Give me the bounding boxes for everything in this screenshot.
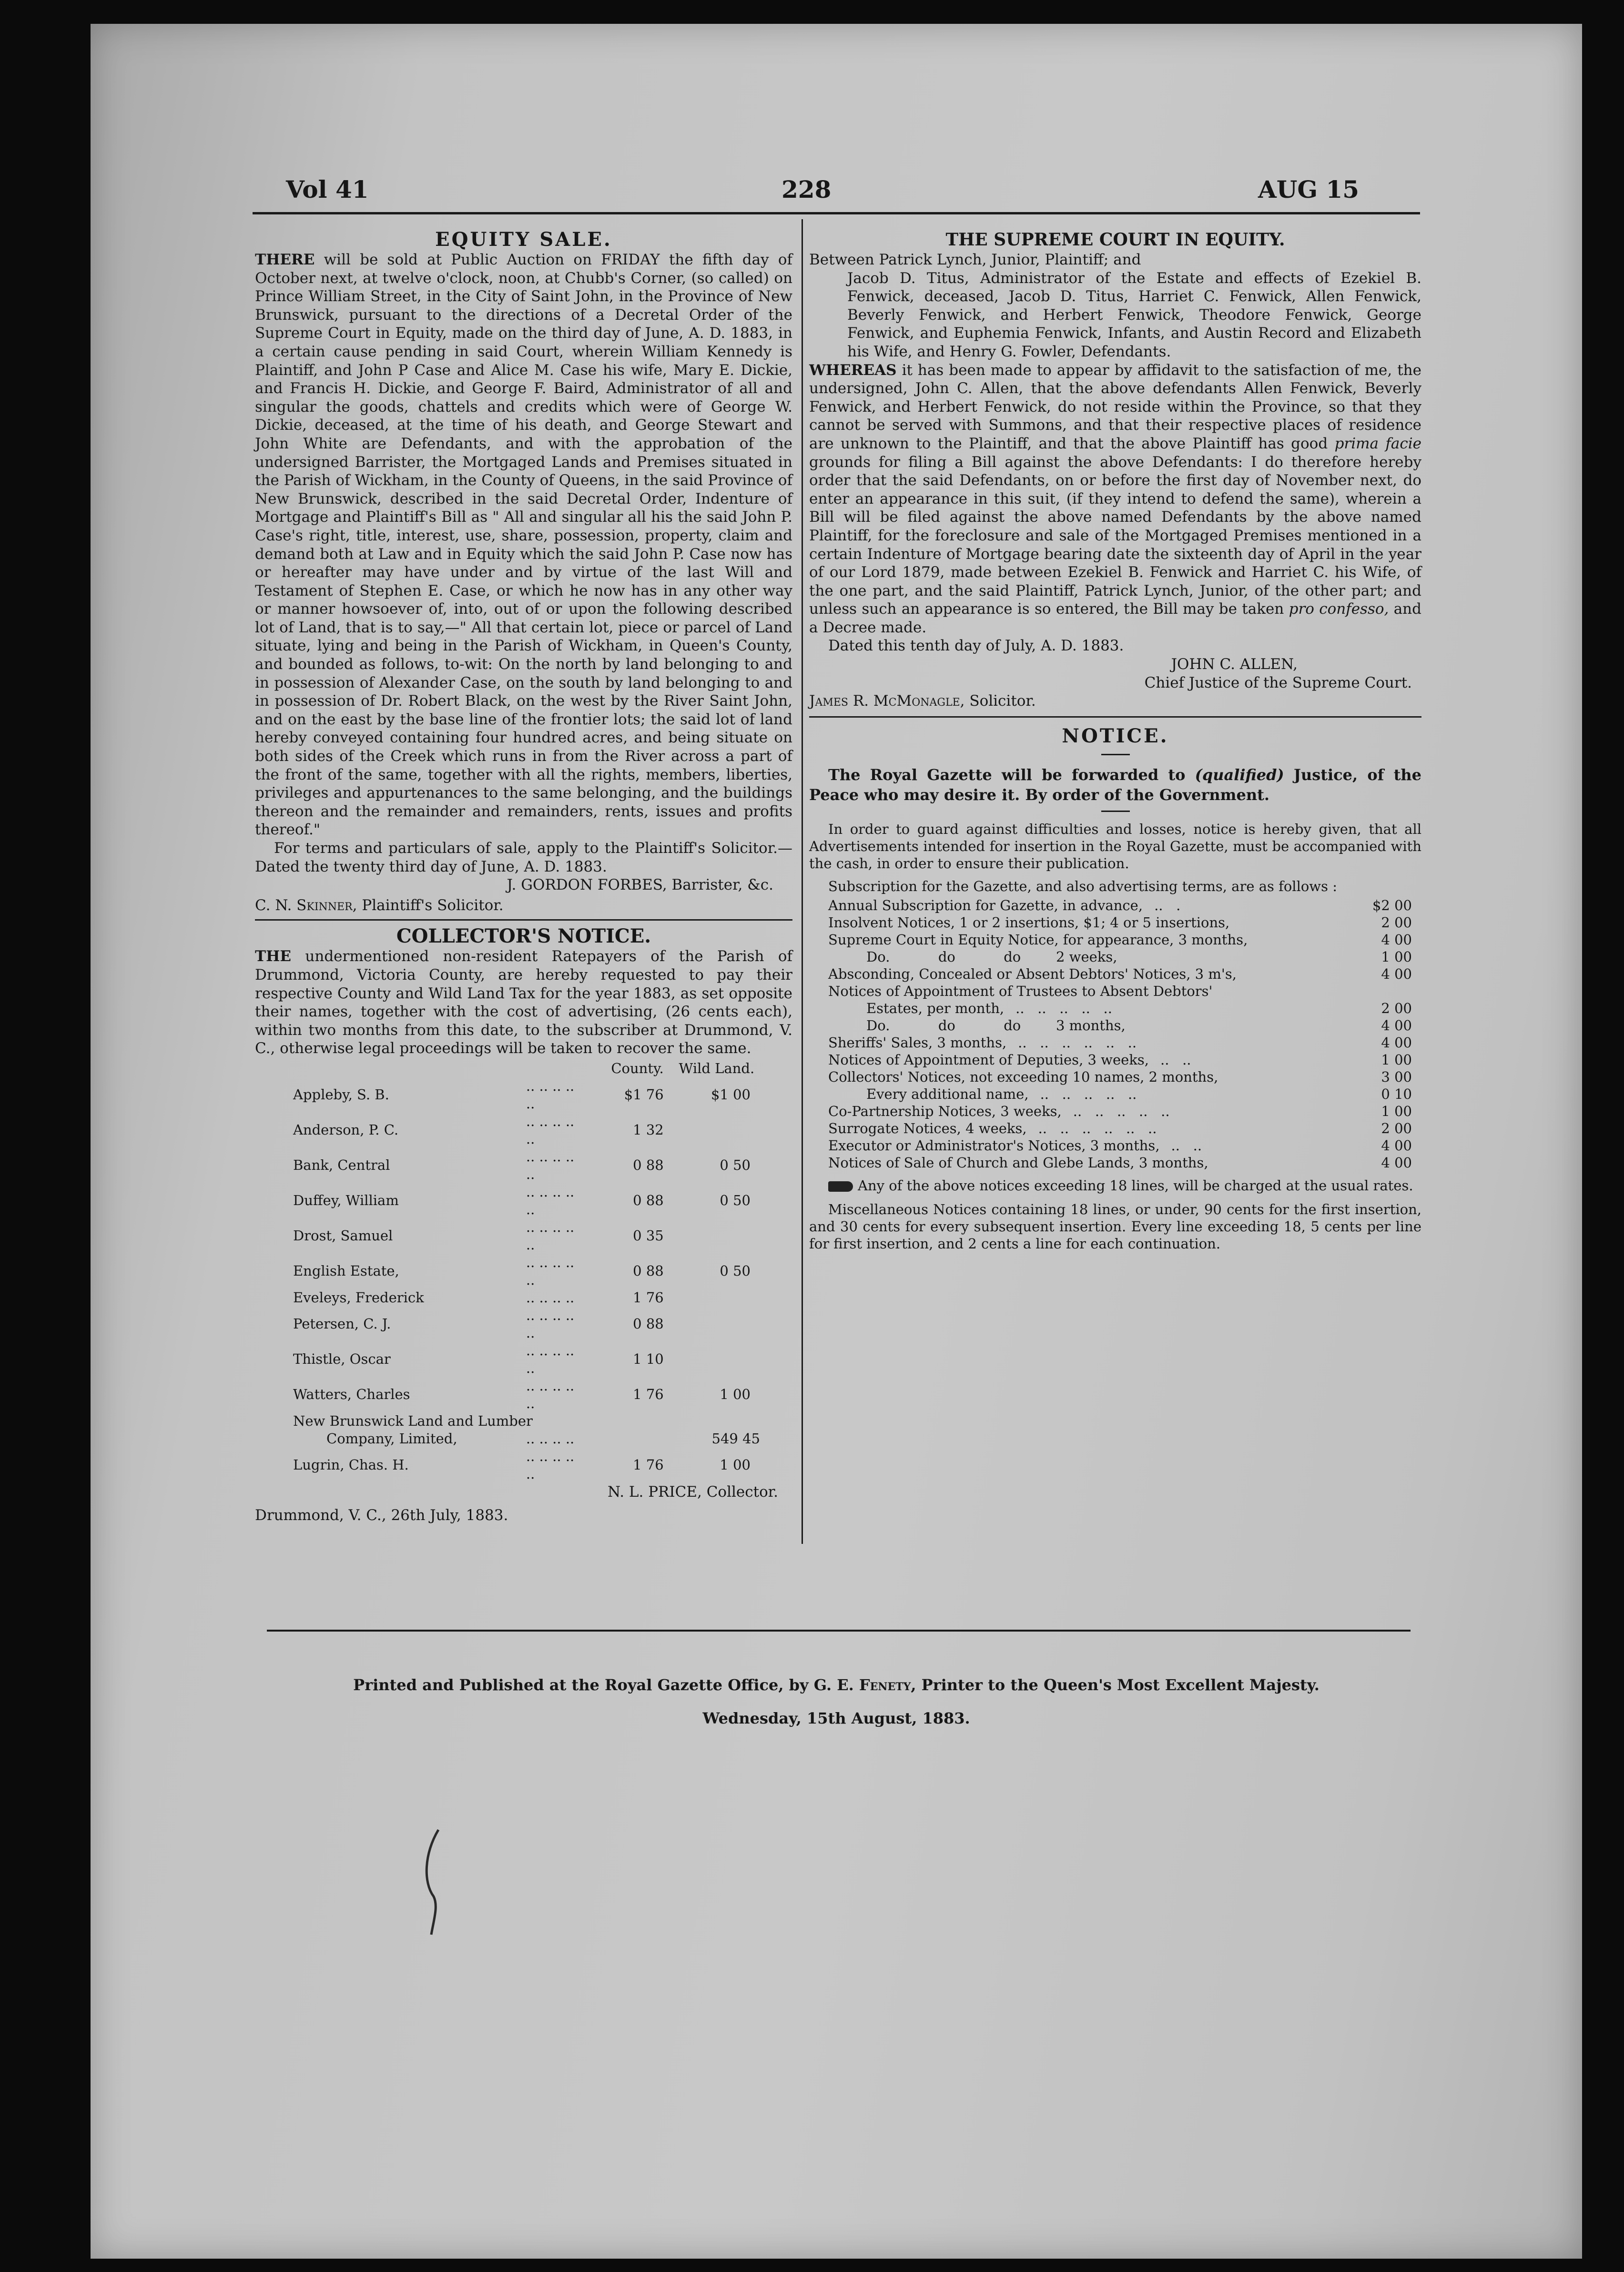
column-divider — [802, 219, 803, 1544]
rate-row — [809, 965, 1421, 983]
tax-row-county: 0 35 — [633, 1227, 664, 1244]
rate-leader-dots: .. .. .. .. .. .. — [1038, 1120, 1157, 1136]
whereas-word: WHEREAS — [809, 361, 897, 379]
solicitor-role: Plaintiff's Solicitor. — [362, 896, 504, 914]
tax-row-wild: 0 50 — [720, 1192, 751, 1209]
rate-label — [809, 1120, 1355, 1137]
footer-date: Wednesday, 15th August, 1883. — [702, 1709, 970, 1727]
equity-sale-signature: J. GORDON FORBES, Barrister, &c. — [507, 876, 773, 894]
solicitor-name: C. N. Skinner, — [255, 896, 357, 914]
rate-label — [809, 914, 1355, 931]
tax-row-wild: 0 50 — [720, 1263, 751, 1279]
court-solicitor-name: James R. McMonagle, — [809, 692, 965, 710]
rate-price: 2 00 — [1381, 1120, 1412, 1136]
last-county: 1 76 — [633, 1457, 664, 1473]
tax-table-header — [293, 1060, 770, 1077]
page-number: 228 — [782, 175, 832, 203]
tax-row — [293, 1307, 770, 1342]
rate-price: 2 00 — [1381, 1000, 1412, 1016]
volume-number: Vol 41 — [286, 175, 369, 203]
rate-label-text: Sheriffs' Sales, 3 months, — [828, 1034, 1007, 1051]
rate-label — [809, 1017, 1355, 1034]
equity-sale-title: EQUITY SALE. — [435, 228, 612, 251]
rate-label-text: Annual Subscription for Gazette, in advance, — [828, 897, 1143, 913]
company-wild: 549 45 — [711, 1430, 760, 1447]
tax-row-county: 0 88 — [633, 1157, 664, 1174]
supreme-court-text-b: grounds for filing a Bill against the above Defendants: I do therefore hereby order that the said Defendants, on or before the first day of November next, do enter an appearance in this suit, (if they intend to defend the same), wherein a Bill will be filed against the above named Defendants by the above named Plaintiff, for the foreclosure and sale of the Mortgaged Premises mentioned in a certain Indenture of Mortgage bearing date the sixteenth day of April in the year of our Lord 1879, made between Ezekiel B. Fenwick and Harriet C. his Wife, of the one part, and the said Plaintiff, Patrick Lynch, Junior, of the other part; and unless such an appearance is so entered, the Bill may be taken — [809, 453, 1421, 618]
tax-row-wild: 1 00 — [720, 1386, 751, 1403]
tax-row-wild — [664, 1289, 770, 1307]
tax-row-county: 0 88 — [633, 1316, 664, 1332]
tax-row-dots: .. .. .. .. .. — [526, 1077, 575, 1112]
tax-row — [293, 1148, 770, 1183]
tax-row — [293, 1183, 770, 1218]
tax-row-name: Petersen, C. J. — [293, 1316, 391, 1332]
tax-row — [293, 1342, 770, 1377]
rate-leader-dots: .. . — [1154, 897, 1181, 913]
rate-price: 4 00 — [1381, 931, 1412, 948]
equity-sale-solicitor — [255, 896, 792, 915]
rate-label-text: Executor or Administrator's Notices, 3 months, — [828, 1137, 1160, 1154]
supreme-court-parties: Jacob D. Titus, Administrator of the Estate and effects of Ezekiel B. Fenwick, deceased, Jacob D. Titus, Harriet C. Fenwick, Allen Fenwick, Beverly Fenwick, and Herbert Fenwick, Theodore Fenwick, George Fenwick, and Euphemia Fenwick, Infants, and Austin Record and Elizabeth his Wife, and Henry G. Fowler, Defendants. — [847, 269, 1421, 360]
rate-leader-dots: .. .. .. .. .. — [1073, 1103, 1170, 1119]
rate-label-text: Absconding, Concealed or Absent Debtors' Notices, 3 m's, — [828, 965, 1237, 982]
rate-price: 4 00 — [1381, 965, 1412, 982]
rates-table — [809, 897, 1421, 1171]
tax-row-name: Anderson, P. C. — [293, 1122, 399, 1138]
gazette-text-a: The Royal Gazette will be forwarded to — [828, 765, 1186, 784]
rate-label — [809, 1103, 1355, 1120]
rate-row — [809, 1051, 1421, 1068]
rate-label-text: Notices of Sale of Church and Glebe Lands, 3 months, — [828, 1154, 1208, 1171]
supreme-court-between: Between Patrick Lynch, Junior, Plaintiff; and — [809, 251, 1141, 268]
tax-row — [293, 1289, 770, 1307]
tax-row — [293, 1377, 770, 1412]
rate-label-text: Co-Partnership Notices, 3 weeks, — [828, 1103, 1062, 1119]
rate-label-text: Do. do do 2 weeks, — [866, 948, 1117, 965]
tax-row-company-2 — [293, 1430, 770, 1448]
rate-label — [809, 983, 1355, 1000]
tax-row-county: 1 76 — [633, 1289, 664, 1306]
tax-row-company — [293, 1412, 770, 1430]
tax-rows — [293, 1077, 770, 1412]
tax-row-dots: .. .. .. .. .. — [526, 1377, 575, 1411]
rate-label — [809, 931, 1355, 948]
rate-row — [809, 1154, 1421, 1171]
qualified-word: (qualified) — [1195, 765, 1284, 784]
rate-leader-dots: .. .. .. .. .. — [1015, 1000, 1112, 1016]
company-dots: .. .. .. .. — [526, 1430, 575, 1447]
rate-price: 4 00 — [1381, 1137, 1412, 1154]
misc-notice: Miscellaneous Notices containing 18 lines, or under, 90 cents for the first insertion, and 30 cents for every subsequent insertion. Every line exceeding 18, 5 cents per line for first insertion, and 2 cents a line for each continuation. — [809, 1201, 1421, 1252]
supreme-court-dated: Dated this tenth day of July, A. D. 1883. — [828, 637, 1124, 655]
rate-label-text: Notices of Appointment of Deputies, 3 weeks, — [828, 1051, 1149, 1068]
rate-label — [809, 1000, 1355, 1017]
tax-row-county: 1 32 — [633, 1122, 664, 1138]
rate-label-text: Supreme Court in Equity Notice, for appearance, 3 months, — [828, 931, 1248, 948]
rate-label — [809, 1051, 1355, 1068]
rate-row — [809, 948, 1421, 965]
issue-date: AUG 15 — [1258, 175, 1360, 203]
company-line1: New Brunswick Land and Lumber — [293, 1412, 533, 1429]
rate-leader-dots: .. .. .. .. .. — [1040, 1085, 1137, 1102]
tax-row-name: Thistle, Oscar — [293, 1351, 391, 1368]
collectors-notice-title: COLLECTOR'S NOTICE. — [396, 925, 651, 948]
subscription-intro: Subscription for the Gazette, and also advertising terms, are as follows : — [828, 878, 1338, 894]
tax-row — [293, 1077, 770, 1113]
rate-price: 1 00 — [1381, 948, 1412, 965]
rate-row — [809, 1137, 1421, 1154]
tax-row-dots: .. .. .. .. — [526, 1289, 575, 1306]
rate-label-text: Surrogate Notices, 4 weeks, — [828, 1120, 1027, 1136]
tax-row-wild — [664, 1307, 770, 1342]
rate-price: 4 00 — [1381, 1154, 1412, 1171]
supreme-court-title: THE SUPREME COURT IN EQUITY. — [945, 230, 1285, 250]
rate-label — [809, 965, 1355, 983]
rate-row — [809, 1000, 1421, 1017]
rate-row — [809, 1085, 1421, 1103]
rate-label — [809, 1154, 1355, 1171]
pointing-hand-icon — [828, 1181, 853, 1192]
last-wild: 1 00 — [720, 1457, 751, 1473]
tax-row-county: 1 10 — [633, 1351, 664, 1368]
notice-short-rule — [1101, 754, 1130, 755]
rate-label — [809, 1137, 1355, 1154]
tax-row-last — [293, 1448, 770, 1483]
chief-justice-title: Chief Justice of the Supreme Court. — [1144, 674, 1412, 691]
equity-sale-lead-word: THERE — [255, 251, 315, 268]
tax-row — [293, 1113, 770, 1148]
rate-rows — [809, 897, 1421, 1171]
tax-row-dots: .. .. .. .. .. — [526, 1307, 575, 1341]
rate-row — [809, 914, 1421, 931]
tax-row-name: English Estate, — [293, 1263, 399, 1279]
footer-text-a: Printed and Published at the Royal Gazette Office, by G. E. — [353, 1676, 854, 1694]
rate-price: 1 00 — [1381, 1051, 1412, 1068]
section-rule — [255, 919, 792, 921]
rate-label — [809, 1068, 1355, 1085]
equity-sale-terms: For terms and particulars of sale, apply to the Plaintiff's Solicitor.—Dated the twenty third day of June, A. D. 1883. — [255, 840, 792, 875]
tax-row-name: Eveleys, Frederick — [293, 1289, 424, 1306]
rate-label — [809, 1034, 1355, 1051]
tax-row-dots: .. .. .. .. .. — [526, 1254, 575, 1288]
rate-label — [809, 897, 1355, 914]
tax-row-name: Duffey, William — [293, 1192, 399, 1209]
rate-row — [809, 1103, 1421, 1120]
tax-row-dots: .. .. .. .. .. — [526, 1183, 575, 1217]
rate-row — [809, 931, 1421, 948]
collector-signature: N. L. PRICE, Collector. — [608, 1483, 778, 1501]
excess-notice — [809, 1177, 1421, 1194]
tax-row-county: 0 88 — [633, 1263, 664, 1279]
wild-land-header: Wild Land. — [679, 1060, 755, 1076]
tax-row-county: $1 76 — [624, 1086, 664, 1103]
supreme-court-body — [809, 361, 1421, 637]
printer-name: Fenety, — [859, 1676, 916, 1694]
tax-row-wild — [664, 1342, 770, 1377]
tax-row-dots: .. .. .. .. .. — [526, 1113, 575, 1147]
tax-row-name: Watters, Charles — [293, 1386, 410, 1403]
right-column — [809, 229, 1421, 1252]
rate-row — [809, 897, 1421, 914]
rate-row — [809, 1120, 1421, 1137]
rate-label — [809, 1085, 1355, 1103]
rate-price: 4 00 — [1381, 1034, 1412, 1051]
excess-text: Any of the above notices exceeding 18 lines, will be charged at the usual rates. — [858, 1177, 1413, 1194]
rate-price: $2 00 — [1372, 897, 1412, 913]
supreme-court-text-a: it has been made to appear by affidavit to the satisfaction of me, the undersigned, John C. Allen, that the above defendants Allen Fenwick, Beverly Fenwick, and Herbert Fenwick, do not reside within the Province, so that they cannot be served with Summons, and that their respective places of residence are unknown to the Plaintiff, and that the above Plaintiff has good — [809, 361, 1421, 452]
tax-row-wild — [664, 1218, 770, 1254]
tax-row-dots: .. .. .. .. .. — [526, 1148, 575, 1182]
footer-text-b: Printer to the Queen's Most Excellent Majesty. — [921, 1676, 1320, 1694]
gazette-forwarding — [809, 765, 1421, 805]
rate-leader-dots: .. .. — [1171, 1137, 1202, 1154]
tax-row — [293, 1218, 770, 1254]
rate-row — [809, 1034, 1421, 1051]
court-solicitor-role: Solicitor. — [969, 692, 1036, 710]
tax-row-county: 1 76 — [633, 1386, 664, 1403]
pro-confesso: pro confesso, — [1289, 600, 1389, 618]
rate-label-text: Do. do do 3 months, — [866, 1017, 1126, 1034]
tax-row-wild: 0 50 — [720, 1157, 751, 1174]
tax-row-name: Bank, Central — [293, 1157, 390, 1174]
gazette-text-b: Justice, of the Peace who may desire it. By order of the Government. — [809, 765, 1422, 804]
collectors-text: undermentioned non-resident Ratepayers of the Parish of Drummond, Victoria County, are hereby requested to pay their respective County and Wild Land Tax for the year 1883, as set opposite their names, together with the cost of advertising, (26 cents each), within two months from this date, to the subscriber at Drummond, V. C., otherwise legal proceedings will be taken to recover the same. — [255, 948, 793, 1057]
tax-row — [293, 1254, 770, 1289]
section-rule-right — [809, 716, 1421, 718]
rate-label-text: Insolvent Notices, 1 or 2 insertions, $1; 4 or 5 insertions, — [828, 914, 1230, 931]
tax-row-name: Drost, Samuel — [293, 1227, 393, 1244]
tax-row-name: Appleby, S. B. — [293, 1086, 389, 1103]
left-column — [255, 229, 792, 1524]
rate-row — [809, 1068, 1421, 1085]
tax-row-county: 0 88 — [633, 1192, 664, 1209]
notice-title: NOTICE. — [1062, 724, 1169, 747]
header-rule — [253, 212, 1420, 214]
notice-short-rule-2 — [1101, 811, 1130, 812]
equity-sale-body — [255, 251, 792, 839]
footer-printed-by — [91, 1673, 1582, 1697]
supreme-court-solicitor — [809, 692, 1421, 710]
rate-price: 2 00 — [1381, 914, 1412, 931]
county-header: County. — [611, 1060, 664, 1076]
rate-leader-dots: .. .. — [1160, 1051, 1191, 1068]
rate-label-text: Notices of Appointment of Trustees to Absent Debtors' — [828, 983, 1213, 999]
collector-dated: Drummond, V. C., 26th July, 1883. — [255, 1506, 508, 1524]
rate-row — [809, 1017, 1421, 1034]
tax-row-dots: .. .. .. .. .. — [526, 1342, 575, 1376]
tax-table — [293, 1060, 770, 1483]
rate-label-text: Collectors' Notices, not exceeding 10 names, 2 months, — [828, 1068, 1218, 1085]
supreme-court-text-c: and a Decree made. — [809, 600, 1421, 636]
newspaper-page — [91, 24, 1582, 2259]
rate-label-text: Every additional name, — [866, 1085, 1029, 1102]
equity-sale-text: will be sold at Public Auction on FRIDAY the fifth day of October next, at twelve o'clock, noon, at Chubb's Corner, (so called) on Prince William Street, in the City of Saint John, in the Province of New Brunswick, pursuant to the directions of a Decretal Order of the Supreme Court in Equity, made on the third day of June, A. D. 1883, in a certain cause pending in said Court, wherein William Kennedy is Plaintiff, and John P Case and Alice M. Case his wife, Mary E. Dickie, and Francis H. Dickie, and George F. Baird, Administrator of all and singular the goods, chattels and credits which were of George W. Dickie, deceased, at the time of his death, and George Stewart and John White are Defendants, and with the approbation of the undersigned Barrister, the Mortgaged Lands and Premises situated in the Parish of Wickham, in the County of Queens, in the said Province of New Brunswick, described in the said Decretal Order, Indenture of Mortgage and Plaintiff's Bill as " All and singular all his the said John P. Case's right, title, interest, use, share, possession, property, claim and demand both at Law and in Equity which the said John P. Case now has or hereafter may have under and by virtue of the last Will and Testament of Stephen E. Case, or which he now has in any other way or manner howsoever of, into, out of or upon the following described lot of Land, that is to say,—" All that certain lot, piece or parcel of Land situate, lying and being in the Parish of Wickham, in Queen's County, and bounded as follows, to-wit: On the north by land belonging to and in possession of Alexander Case, on the south by land belonging to and in possession of Dr. Robert Black, on the west by the River Saint John, and on the east by the base line of the frontier lots; the said lot of land hereby conveyed containing four hundred acres, and being situate on both sides of the Creek which runs in from the River across a part of the front of the same, together with all the rights, members, liberties, privileges and appurtenances to the same belonging, and the buildings thereon and the remainder and remainders, rents, issues and profits thereof." — [255, 251, 792, 839]
company-line2: Company, Limited, — [326, 1430, 457, 1447]
rate-leader-dots: .. .. .. .. .. .. — [1018, 1034, 1137, 1051]
rate-price: 3 00 — [1381, 1068, 1412, 1085]
rate-label-text: Estates, per month, — [866, 1000, 1005, 1016]
chief-justice-name: JOHN C. ALLEN, — [1171, 656, 1298, 673]
rate-label — [809, 948, 1355, 965]
tax-row-wild: $1 00 — [710, 1086, 751, 1103]
prima-facie: prima facie — [1334, 435, 1422, 452]
tax-row-wild — [664, 1113, 770, 1148]
rate-price: 1 00 — [1381, 1103, 1412, 1119]
bottom-rule — [267, 1630, 1411, 1632]
collectors-lead-word: THE — [255, 948, 291, 965]
last-name: Lugrin, Chas. H. — [293, 1457, 409, 1473]
last-dots: .. .. .. .. .. — [526, 1448, 575, 1482]
collectors-notice-body — [255, 947, 792, 1058]
rate-row — [809, 983, 1421, 1000]
rate-price: 4 00 — [1381, 1017, 1412, 1034]
rate-price: 0 10 — [1381, 1085, 1412, 1102]
pencil-mark-icon — [419, 1825, 448, 1939]
guard-notice: In order to guard against difficulties and losses, notice is hereby given, that all Advertisements intended for insertion in the Royal Gazette, must be accompanied with the cash, in order to ensure their publication. — [809, 821, 1421, 872]
rate-price — [1355, 983, 1421, 1000]
tax-row-dots: .. .. .. .. .. — [526, 1218, 575, 1253]
